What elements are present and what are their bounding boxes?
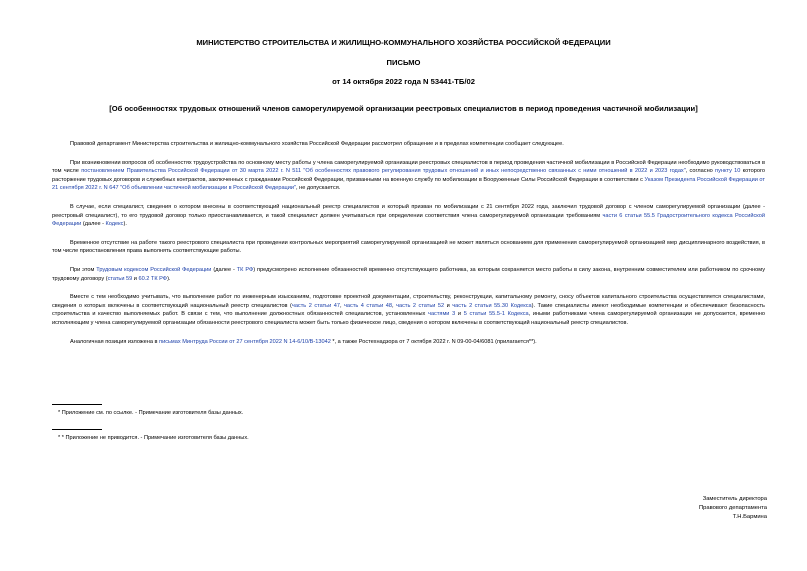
link-labor-code[interactable]: Трудовым кодексом Российской Федерации	[96, 266, 212, 273]
paragraph-4: Временное отсутствие на работе такого реестрового специалиста при проведении контрольных мероприятий саморегулируемой организацией не может являться основанием для применения саморегулируемой организацией мер дисциплинарного воздействия, в том числе приостановления права выполнять соответствующие работы.	[52, 239, 765, 255]
link-article-48[interactable]: часть 4 статьи 48	[344, 302, 393, 309]
footnote-divider	[52, 429, 102, 430]
link-article-55-5[interactable]: части 6 статьи 55.5 Градостроительного кодекса Российской Федерации	[52, 212, 765, 228]
paragraph-1: Правовой департамент Министерства строительства и жилищно-коммунального хозяйства Российской Федерации рассмотрел обращение и в пределах компетенции сообщает следующее.	[70, 141, 564, 147]
signature-position: Заместитель директора	[702, 496, 767, 502]
text: Аналогичная позиция изложена в	[70, 338, 160, 345]
paragraph-2	[52, 159, 765, 193]
ministry-heading: МИНИСТЕРСТВО СТРОИТЕЛЬСТВА И ЖИЛИЩНО-КОММУНАЛЬНОГО ХОЗЯЙСТВА РОССИЙСКОЙ ФЕДЕРАЦИИ	[196, 38, 611, 47]
text: , согласно	[685, 168, 716, 175]
link-article-59[interactable]: статьи 59	[107, 275, 133, 282]
link-parts-3[interactable]: частями 3	[428, 311, 456, 318]
text: которого расторжение трудовых договоров и служебных контрактов, заключенных с гражданами Российской Федерации, призванными на военную службу по мобилизации в Вооруженные Силы Российской Федерации в соответствии с	[52, 168, 765, 183]
link-government-resolution-511[interactable]: постановлением Правительства Российской Федерации от 30 марта 2022 г. N 511 "Об особенностях правового регулирования трудовых отношений и иных непосредственно связанных с ними отношений в 2022 и 2023 годах"	[81, 168, 686, 175]
text: ).	[123, 221, 127, 228]
paragraph-3	[52, 203, 765, 229]
footnotes	[52, 404, 249, 454]
text: и	[132, 275, 139, 282]
text: ,	[392, 302, 397, 309]
text: При возникновении вопросов об особенностях трудоустройства по основному месту работы у члена саморегулируемой организации реестровых специалистов в период проведения частичной мобилизации в Российской Федерации необходимо руководствоваться в том числе	[52, 159, 765, 175]
link-tk-rf[interactable]: ТК РФ	[236, 266, 254, 273]
text: ). Такие специалисты имеют необходимые компетенции и обеспечивают безопасность строительства и качество выполняемых работ. В связи с тем, что выполнение должностных обязанностей специалистов, установленных	[52, 302, 765, 318]
link-article-55-5-1[interactable]: 5 статьи 55.5-1 Кодекса	[463, 311, 529, 318]
text: Вместе с тем необходимо учитывать, что выполнение работ по инженерным изысканиям, подготовке проектной документации, строительству, реконструкции, капитальному ремонту, сносу объектов капитального строительства осуществляется специалистами, сведения о которых включены в соответствующий национальный реестр специалистов (	[52, 294, 765, 309]
text: и	[444, 302, 453, 309]
text: и	[455, 311, 464, 318]
text: При этом	[70, 266, 97, 273]
link-article-55-30[interactable]: часть 2 статьи 55.30 Кодекса	[452, 302, 532, 309]
link-mintrud-letter[interactable]: письмах Минтруда России от 27 сентября 2022 N 14-6/10/В-13042	[159, 338, 331, 345]
text: (далее -	[211, 266, 237, 273]
paragraph-6	[52, 293, 765, 327]
text: ) предусмотрено исполнение обязанностей временно отсутствующего работника, за которым сохраняется место работы в силу закона, внутренним совместителем или работником по срочному трудовому договору (	[52, 266, 765, 282]
text: , иными работниками члена саморегулируемой организации не допускается, временно исполняющим у члена саморегулируемой организации обязанности реестрового специалиста может быть только физическое лицо, сведения о котором включены в соответствующий национальный реестр специалистов.	[52, 311, 766, 326]
document-body	[52, 140, 765, 356]
text: *, а также Ростехнадзора от 7 октября 2022 г. N 09-00-04/6081 (прилагается**).	[330, 338, 537, 345]
paragraph-7	[52, 338, 765, 347]
paragraph-5	[52, 266, 765, 283]
signature-name: Т.Н.Бармина	[732, 514, 767, 521]
text: ,	[339, 302, 344, 309]
link-article-60-2[interactable]: 60.2 ТК РФ	[138, 275, 168, 282]
footnote-divider	[52, 404, 102, 405]
link-point-10[interactable]: пункту 10	[715, 168, 741, 175]
document-type: ПИСЬМО	[386, 58, 421, 67]
link-article-47[interactable]: часть 2 статьи 47	[291, 302, 340, 309]
footnote-2: * * Приложение не приводится. - Примечание изготовителя базы данных.	[58, 435, 249, 441]
signature-department: Правового департамента	[698, 505, 767, 512]
document-title: [Об особенностях трудовых отношений членов саморегулируемой организации реестровых специалистов в период проведения частичной мобилизации]	[109, 104, 698, 113]
signature-block	[699, 495, 767, 523]
footnote-1: * Приложение см. по ссылке. - Примечание изготовителя базы данных.	[58, 410, 244, 416]
text: , не допускается.	[296, 185, 341, 192]
document-date-number: от 14 октября 2022 года N 53441-ТБ/02	[332, 77, 475, 86]
link-presidential-decree-647[interactable]: Указом Президента Российской Федерации от 21 сентября 2022 г. N 647 "Об объявлении частичной мобилизации в Российской Федерации"	[52, 176, 765, 192]
text: (далее -	[81, 221, 106, 228]
text: ).	[167, 275, 171, 282]
text: В случае, если специалист, сведения о котором внесены в соответствующий национальный реестр специалистов и который призван по мобилизации с 21 сентября 2022 года, заключил трудовой договор с членом саморегулируемой организации (далее - реестровый специалист), то его трудовой договор только приостанавливается, и такой специалист должен учитываться при определении соответствия члена саморегулируемой организации требованиям	[52, 203, 765, 219]
link-article-52[interactable]: часть 2 статьи 52	[396, 302, 445, 309]
link-code[interactable]: Кодекс	[105, 221, 124, 228]
